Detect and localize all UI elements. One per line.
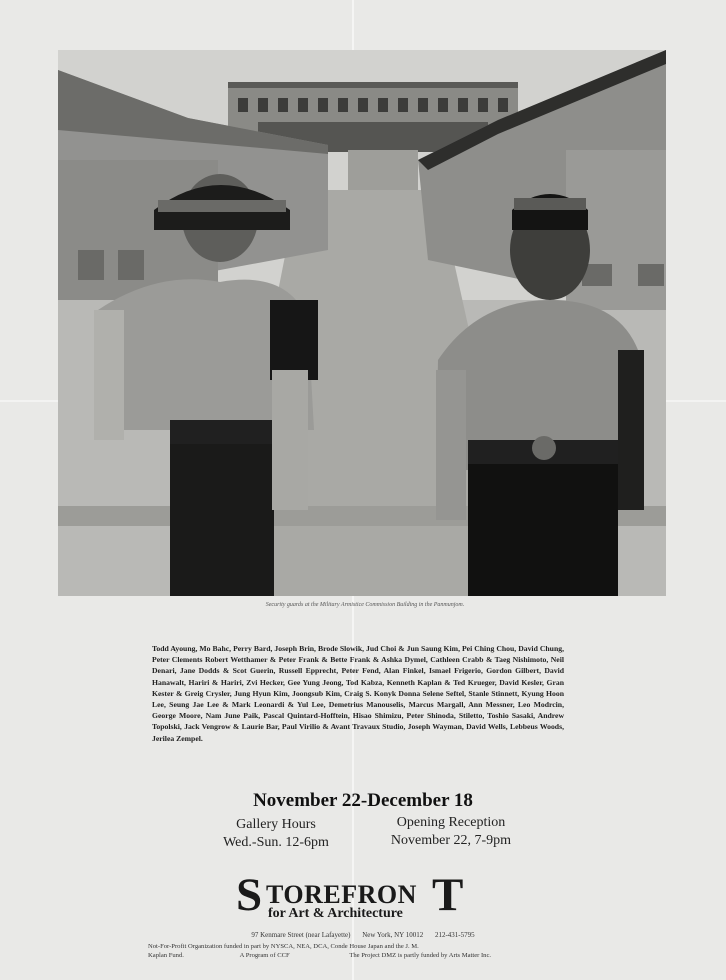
opening-reception-value: November 22, 7-9pm: [390, 833, 512, 848]
security-guards-photo: [58, 50, 666, 596]
logo-subtitle: for Art & Architecture: [268, 906, 403, 921]
footer-address: [0, 931, 726, 939]
footer-city: New York, NY 10012: [362, 931, 424, 939]
logo-word: TOREFRON: [266, 880, 417, 909]
footer-street: 97 Kenmare Street (near Lafayette): [251, 931, 351, 939]
photo-illustration: [58, 50, 666, 596]
opening-reception: [366, 814, 536, 850]
logo-letter-s: S: [236, 869, 263, 921]
footer-dmz: The Project DMZ is partly funded by Arts Matter Inc.: [349, 952, 492, 959]
participant-list: Todd Ayoung, Mo Bahc, Perry Bard, Joseph Brin, Brode Slowik, Jud Choi & Jun Saung Kim, Pei Ching Chou, David Chung, Peter Clements Robert Wetthamer & Peter Frank & Bette Frank & Ashka Dymel, Cathleen Crabb & Taeg Nishimoto, Neil Denari, Jane Dodds & Scot Guerin, Russell Epprecht, Peter Fend, Alan Finkel, Ismael Frigerio, Gordon Gilbert, David Hanawalt, Hariri & Hariri, Zvi Hecker, Gee Yung Jeong, Tod Kabza, Kenneth Kaplan & Ted Krueger, David Kesler, Gran Kester & Greig Crysler, Jung Hyun Kim, Joongsub Kim, Craig S. Konyk Donna Selene Seftel, Stanle Stinnett, Kyung Hoon Lee, Seung Jae Lee & Mark Leonardi & Yul Lee, Demetrius Manouselis, Marcus Margall, Ann Messner, Leo Modrcin, George Moore, Nam June Paik, Pascal Quintard-Hofftein, Hisao Shimizu, Peter Shinoda, Stiletto, Toshio Sasaki, Andrew Topolski, Jack Vengrow & Laurie Bar, Paul Virilio & Avant Travaux Studio, Joseph Wayman, David Wells, Lebbeus Woods, Jerilea Zempel.: [152, 644, 564, 743]
gallery-hours-value: Wed.-Sun. 12-6pm: [223, 835, 329, 850]
footer-program: A Program of CCF: [239, 952, 290, 959]
exhibition-dates: November 22-December 18: [253, 790, 473, 811]
footer-funding: Not-For-Profit Organization funded in part by NYSCA, NEA, DCA, Conde House Japan and the J. M.: [148, 943, 419, 950]
opening-reception-label: Opening Reception: [396, 815, 506, 830]
footer-kaplan-line: [148, 951, 558, 960]
gallery-hours: [196, 816, 356, 852]
logo-letter-t: T: [432, 869, 464, 921]
photo-caption: Security guards at the Military Armistice Commission Building in the Panmunjom.: [265, 602, 465, 608]
footer-kaplan: Kaplan Fund.: [148, 952, 184, 959]
footer-phone: 212-431-5795: [434, 931, 475, 939]
storefront-logo: [236, 869, 476, 926]
gallery-hours-label: Gallery Hours: [236, 817, 316, 832]
